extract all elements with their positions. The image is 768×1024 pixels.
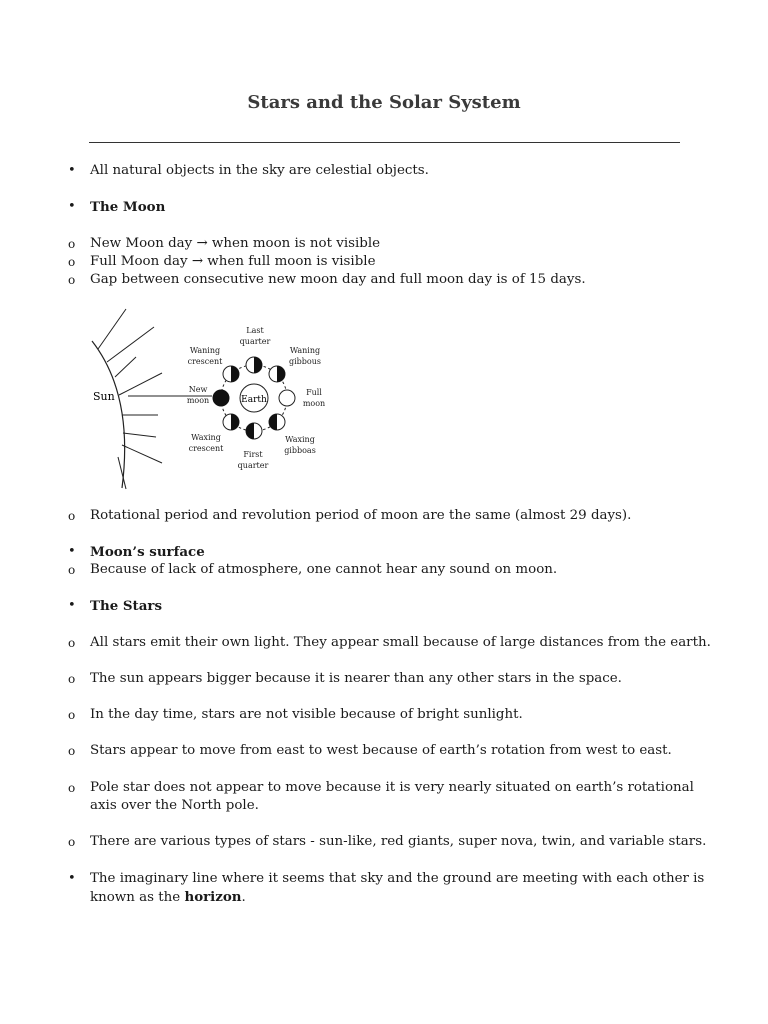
- label-waxing-gibbous: Waxing: [285, 435, 315, 444]
- bullet-marker: •: [68, 199, 76, 214]
- item-text: Full Moon day → when full moon is visible: [90, 254, 376, 269]
- item-text: New Moon day → when moon is not visible: [90, 236, 381, 251]
- sub-bullet-marker: o: [68, 563, 76, 577]
- item-text: [90, 888, 246, 907]
- label-new-moon: New: [188, 385, 208, 394]
- sun-label: Sun: [93, 390, 115, 403]
- last-quarter-moon-icon: [246, 357, 262, 373]
- sub-bullet-marker: o: [68, 237, 76, 251]
- label-waxing-crescent: crescent: [188, 444, 224, 453]
- waxing-gibbous-moon-icon: [269, 414, 285, 430]
- item-text-pre: known as the: [90, 890, 185, 905]
- label-new-moon: moon: [186, 396, 210, 405]
- item-text: Rotational period and revolution period of moon are the same (almost 29 days).: [90, 508, 632, 523]
- label-last-quarter: Last: [246, 326, 264, 335]
- item-text: axis over the North pole.: [90, 798, 259, 813]
- label-waxing-gibbous: gibboas: [284, 446, 316, 455]
- sub-bullet-marker: o: [68, 273, 76, 287]
- label-first-quarter: quarter: [237, 461, 269, 470]
- label-full-moon: Full: [306, 388, 322, 397]
- bullet-marker: •: [68, 163, 76, 178]
- label-full-moon: moon: [302, 399, 326, 408]
- label-waning-gibbous: gibbous: [289, 357, 321, 366]
- item-text-post: .: [241, 890, 246, 905]
- item-text: The sun appears bigger because it is nearer than any other stars in the space.: [90, 671, 622, 686]
- section-heading-text: Moon’s surface: [90, 544, 205, 560]
- sub-bullet-marker: o: [68, 781, 76, 795]
- sub-bullet-marker: o: [68, 509, 76, 523]
- bullet-marker: •: [68, 544, 76, 559]
- sub-bullet-marker: o: [68, 744, 76, 758]
- earth-label: Earth: [241, 395, 267, 405]
- label-waning-crescent: Waning: [189, 346, 221, 355]
- item-text: All natural objects in the sky are celestial objects.: [90, 163, 429, 178]
- item-text: All stars emit their own light. They appear small because of large distances from the earth.: [90, 635, 711, 650]
- item-text: Stars appear to move from east to west because of earth’s rotation from west to east.: [90, 743, 672, 758]
- full-moon-icon: [279, 390, 295, 406]
- waning-crescent-moon-icon: [223, 366, 239, 382]
- bullet-marker: •: [68, 871, 76, 886]
- bullet-marker: •: [68, 598, 76, 613]
- item-text: Pole star does not appear to move because it is very nearly situated on earth’s rotational: [90, 780, 694, 795]
- sub-bullet-marker: o: [68, 835, 76, 849]
- label-waning-crescent: crescent: [187, 357, 223, 366]
- title-divider: [89, 142, 680, 143]
- section-heading-text: The Stars: [90, 598, 163, 614]
- label-last-quarter: quarter: [239, 337, 271, 346]
- item-text: Because of lack of atmosphere, one cannot hear any sound on moon.: [90, 562, 558, 577]
- first-quarter-moon-icon: [246, 423, 262, 439]
- label-first-quarter: First: [243, 450, 263, 459]
- sub-bullet-marker: o: [68, 255, 76, 269]
- moon-phases-diagram: [88, 305, 338, 495]
- sub-bullet-marker: o: [68, 636, 76, 650]
- sub-bullet-marker: o: [68, 708, 76, 722]
- sub-bullet-marker: o: [68, 672, 76, 686]
- item-text: Gap between consecutive new moon day and full moon day is of 15 days.: [90, 272, 586, 287]
- label-waxing-crescent: Waxing: [191, 433, 221, 442]
- waning-gibbous-moon-icon: [269, 366, 285, 382]
- page-title: Stars and the Solar System: [247, 92, 521, 113]
- label-waning-gibbous: Waning: [289, 346, 321, 355]
- item-text: In the day time, stars are not visible because of bright sunlight.: [90, 707, 523, 722]
- item-text: There are various types of stars - sun-like, red giants, super nova, twin, and variable stars.: [90, 834, 707, 849]
- section-heading-text: The Moon: [90, 199, 166, 215]
- new-moon-icon: [213, 390, 229, 406]
- horizon-term: horizon: [184, 889, 242, 905]
- waxing-crescent-moon-icon: [223, 414, 239, 430]
- item-text: The imaginary line where it seems that sky and the ground are meeting with each other is: [90, 871, 705, 886]
